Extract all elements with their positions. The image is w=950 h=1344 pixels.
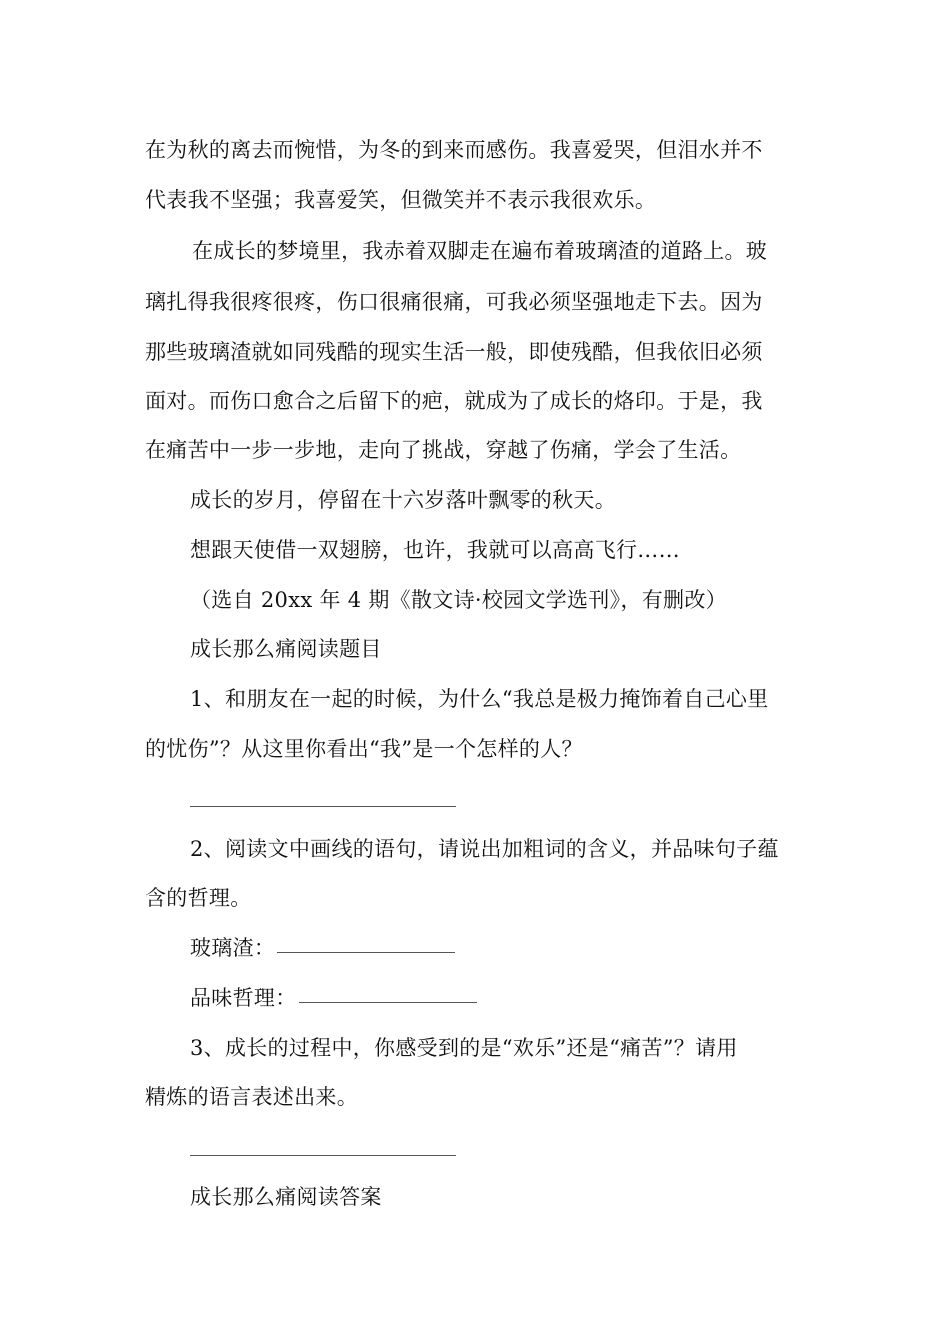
question-2a-label: 玻璃渣： [190, 936, 276, 960]
questions-heading: 成长那么痛阅读题目 [190, 637, 382, 661]
paragraph-line: 想跟天使借一双翅膀，也许，我就可以高高飞行…… [190, 538, 680, 562]
question-1-line: 1、和朋友在一起的时候，为什么“我总是极力掩饰着自己心里 [190, 687, 769, 711]
answer-blank-2b[interactable] [299, 1002, 477, 1003]
answers-heading: 成长那么痛阅读答案 [190, 1185, 382, 1209]
paragraph-line: 成长的岁月，停留在十六岁落叶飘零的秋天。 [190, 488, 616, 512]
question-2a-row [190, 933, 455, 963]
paragraph-line: 在成长的梦境里，我赤着双脚走在遍布着玻璃渣的道路上。玻 [192, 239, 768, 263]
paragraph-line: 面对。而伤口愈合之后留下的疤，就成为了成长的烙印。于是，我 [145, 389, 763, 413]
source-citation: （选自 20xx 年 4 期《散文诗·校园文学选刊》，有删改） [190, 588, 727, 612]
question-2b-row [190, 983, 477, 1013]
question-2-line: 2、阅读文中画线的语句，请说出加粗词的含义，并品味句子蕴 [190, 837, 779, 861]
answer-blank-1[interactable] [190, 806, 456, 807]
paragraph-line: 在为秋的离去而惋惜，为冬的到来而感伤。我喜爱哭，但泪水并不 [145, 138, 763, 162]
answer-blank-2a[interactable] [277, 952, 455, 953]
question-3-line: 精炼的语言表述出来。 [145, 1085, 358, 1109]
paragraph-line: 璃扎得我很疼很疼，伤口很痛很痛，可我必须坚强地走下去。因为 [145, 290, 763, 314]
question-2-line: 含的哲理。 [145, 886, 252, 910]
paragraph-line: 代表我不坚强；我喜爱笑，但微笑并不表示我很欢乐。 [145, 188, 657, 212]
paragraph-line: 那些玻璃渣就如同残酷的现实生活一般，即使残酷，但我依旧必须 [145, 340, 763, 364]
question-1-line: 的忧伤”？从这里你看出“我”是一个怎样的人？ [145, 737, 583, 761]
paragraph-line: 在痛苦中一步一步地，走向了挑战，穿越了伤痛，学会了生活。 [145, 438, 742, 462]
answer-blank-3[interactable] [190, 1155, 456, 1156]
question-2b-label: 品味哲理： [190, 986, 297, 1010]
question-3-line: 3、成长的过程中，你感受到的是“欢乐”还是“痛苦”？请用 [190, 1036, 738, 1060]
